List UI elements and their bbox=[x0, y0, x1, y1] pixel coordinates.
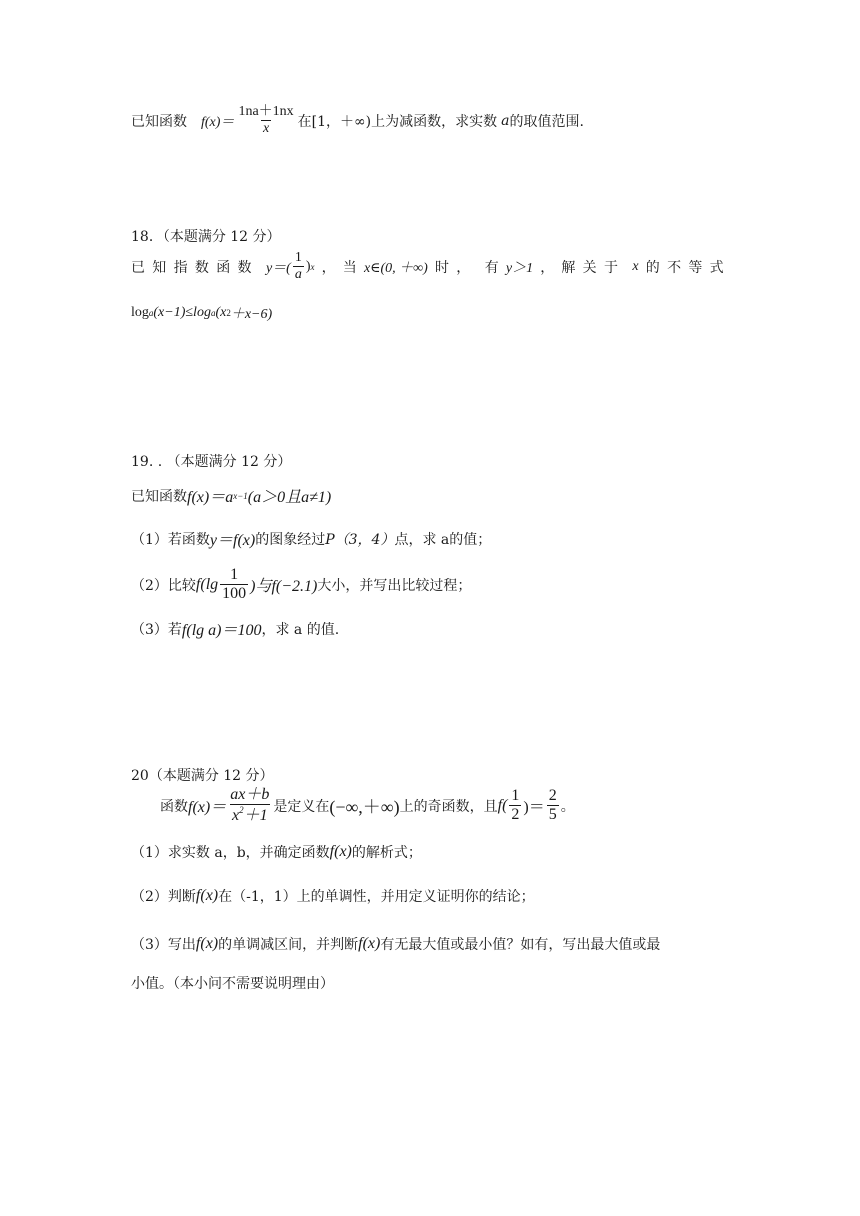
q20-den-x: x bbox=[231, 807, 240, 825]
q18-comma2: ， bbox=[540, 259, 555, 276]
q17-suffix-b: 的取值范围. bbox=[509, 113, 584, 130]
q19-p2-num: 1 bbox=[230, 566, 239, 583]
q19-part2 bbox=[131, 566, 471, 604]
q20-p3-f1: f(x) bbox=[195, 935, 219, 952]
q18-shi: 时， bbox=[434, 259, 478, 276]
q20-p1-f: f(x) bbox=[329, 843, 352, 860]
q19-header-text: 19. . （本题满分 12 分） bbox=[131, 454, 292, 470]
q19-p2-f: f(lg bbox=[195, 575, 219, 593]
q17-numerator: 1na＋1nx bbox=[238, 104, 294, 119]
q19-p1-math: y＝f(x) bbox=[209, 532, 256, 549]
q18-solve: 解关于 bbox=[561, 259, 626, 276]
q17-denominator: x bbox=[262, 121, 270, 137]
q18-condition: x∈(0, ＋∞) bbox=[363, 260, 428, 276]
q20-f-half-b: )＝ bbox=[523, 799, 545, 817]
q20-part3 bbox=[131, 934, 660, 954]
q20-fraction bbox=[228, 786, 271, 826]
q18-power: x bbox=[310, 261, 315, 272]
q18-line1 bbox=[131, 250, 731, 283]
q20-fx: f(x)＝ bbox=[188, 799, 227, 817]
q20-part1 bbox=[131, 842, 422, 862]
q20-header-text: 20（本题满分 12 分） bbox=[131, 768, 274, 784]
q19-p2-fraction bbox=[220, 566, 248, 604]
q19-fdef: f(x)＝a bbox=[187, 489, 234, 506]
q20-p3-c: 有无最大值或最小值？如有，写出最大值或最 bbox=[380, 937, 661, 953]
q20-num: ax＋b bbox=[230, 786, 270, 803]
q20-val-num: 2 bbox=[548, 787, 557, 804]
q20-p3-d: 小值。（本小问不需要说明理由） bbox=[131, 976, 334, 992]
q20-val-den: 5 bbox=[548, 806, 557, 824]
q20-den-rest: ＋1 bbox=[243, 807, 268, 825]
q18-header-text: 18．（本题满分 12 分） bbox=[131, 229, 281, 245]
q20-p3-f2: f(x) bbox=[358, 935, 381, 952]
q18-header bbox=[131, 226, 281, 246]
q19-condition: (a＞0且a≠1) bbox=[247, 489, 332, 506]
q17-var-a: a bbox=[501, 112, 510, 129]
q20-end: 。 bbox=[560, 798, 575, 815]
q19-p1-end: 点，求 a的值； bbox=[394, 531, 492, 548]
q18-arg2a: (x bbox=[215, 305, 227, 320]
q19-p3-end: ，求 a 的值. bbox=[261, 621, 340, 638]
q17-prefix: 已知函数 bbox=[131, 113, 187, 130]
q19-exponent: x−1 bbox=[233, 490, 248, 501]
q19-intro: 已知函数 bbox=[131, 488, 187, 505]
q20-mid2: 上的奇函数，且 bbox=[399, 798, 498, 815]
q20-p2-f: f(x) bbox=[195, 887, 219, 904]
q20-den bbox=[230, 804, 270, 825]
q18-base2: a bbox=[210, 308, 216, 318]
q20-p1-a: （1）求实数 a，b，并确定函数 bbox=[131, 845, 330, 861]
q18-log1: log bbox=[131, 305, 149, 320]
q20-p3-a: （3）写出 bbox=[131, 937, 196, 953]
q18-exp-func: y＝( $\frac{1}{a}$ ) x bbox=[265, 250, 315, 283]
q20-p2-a: （2）判断 bbox=[131, 889, 196, 905]
q20-p1-b: 的解析式； bbox=[351, 845, 422, 861]
q19-header bbox=[131, 451, 291, 471]
q18-inequality bbox=[131, 303, 272, 323]
q18-frac-num: 1 bbox=[294, 250, 302, 265]
q19-p2-den: 100 bbox=[222, 585, 247, 603]
q18-intro: 已知指数函数 bbox=[131, 259, 259, 276]
q18-square: 2 bbox=[226, 308, 231, 318]
q20-p3-b: 的单调减区间，并判断 bbox=[218, 937, 359, 953]
q18-inequality-word: 的不等式 bbox=[645, 259, 731, 276]
q19-p2-label: （2）比较 bbox=[131, 577, 196, 594]
q19-p2-end: 大小，并写出比较过程； bbox=[317, 577, 472, 594]
q17-statement bbox=[131, 104, 584, 137]
q20-def bbox=[160, 786, 575, 826]
q20-f-half-a: f( bbox=[497, 796, 508, 814]
q19-p1-point: P（3，4） bbox=[325, 531, 395, 548]
q19-p2-mid: )与f(−2.1) bbox=[250, 578, 318, 596]
q20-intro: 函数 bbox=[160, 798, 188, 815]
q20-half-fraction bbox=[509, 787, 521, 825]
q18-dang: 当 bbox=[342, 259, 357, 276]
q20-half-num: 1 bbox=[511, 787, 520, 804]
q20-p2-b: 在（-1，1）上的单调性，并用定义证明你的结论； bbox=[218, 889, 535, 905]
q18-you: 有 bbox=[484, 259, 499, 276]
q17-fx: f(x)＝ bbox=[201, 114, 235, 130]
q19-p1-text: 的图象经过 bbox=[255, 531, 326, 548]
q17-suffix-a: 在[1，＋∞)上为减函数，求实数 bbox=[297, 113, 498, 130]
q19-p3-math: f(lg a)＝100 bbox=[181, 622, 262, 639]
q20-header bbox=[131, 765, 274, 785]
q19-part3 bbox=[131, 617, 339, 640]
q20-mid: 是定义在 bbox=[273, 798, 330, 815]
q20-value-fraction bbox=[547, 787, 559, 825]
q18-arg1: (x−1)≤log bbox=[153, 305, 211, 320]
q18-y-condition: y＞1 bbox=[505, 260, 534, 276]
q18-x-var: x bbox=[632, 258, 639, 274]
q19-p1-label: （1）若函数 bbox=[131, 531, 210, 548]
q18-arg2b: ＋x−6) bbox=[230, 307, 273, 322]
q18-comma1: ， bbox=[321, 259, 336, 276]
q20-den-square: 2 bbox=[239, 805, 244, 816]
q20-part2 bbox=[131, 886, 535, 906]
q18-fraction bbox=[293, 250, 304, 283]
q20-interval: (−∞,＋∞) bbox=[329, 796, 400, 817]
q18-y-eq: y＝( bbox=[265, 260, 291, 276]
q20-half-den: 2 bbox=[511, 806, 520, 824]
q17-fraction bbox=[236, 104, 295, 137]
q19-p3-label: （3）若 bbox=[131, 621, 182, 638]
q19-def bbox=[131, 484, 331, 507]
q20-part3-cont bbox=[131, 973, 334, 993]
q18-frac-den: a bbox=[294, 267, 302, 283]
q19-part1 bbox=[131, 527, 491, 550]
q18-base1: a bbox=[148, 308, 154, 318]
